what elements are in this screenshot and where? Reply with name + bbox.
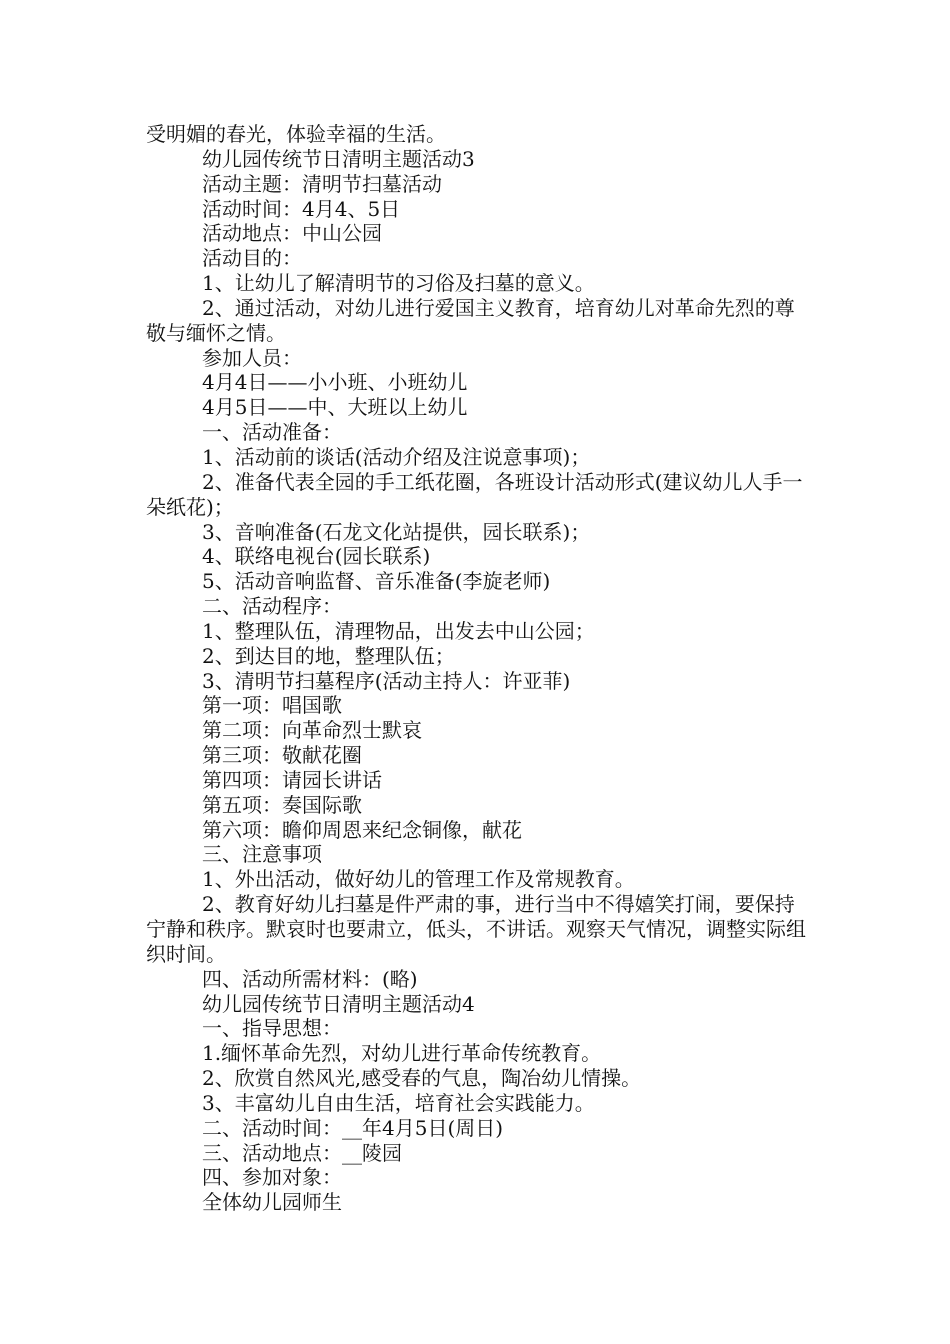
paragraph: 四、活动所需材料：(略) xyxy=(202,966,418,991)
paragraph: 第六项：瞻仰周恩来纪念铜像，献花 xyxy=(202,817,522,842)
paragraph: 第五项：奏国际歌 xyxy=(202,792,362,817)
paragraph: 1、整理队伍，清理物品，出发去中山公园； xyxy=(202,618,595,643)
paragraph: 1、活动前的谈话(活动介绍及注说意事项)； xyxy=(202,444,591,469)
paragraph: 活动时间：4月4、5日 xyxy=(202,196,401,221)
paragraph: 2、欣赏自然风光,感受春的气息，陶冶幼儿情操。 xyxy=(202,1066,642,1091)
paragraph: 一、活动准备： xyxy=(202,420,342,445)
paragraph: 二、活动时间：__年4月5日(周日) xyxy=(202,1115,504,1140)
paragraph: 1、让幼儿了解清明节的习俗及扫墓的意义。 xyxy=(202,271,595,296)
paragraph: 2、教育好幼儿扫墓是件严肃的事，进行当中不得嬉笑打闹，要保持宁静和秩序。默哀时也要肃立，低头，不讲话。观察天气情况，调整实际组织时间。 xyxy=(146,892,806,966)
paragraph: 受明媚的春光，体验幸福的生活。 xyxy=(146,122,446,146)
paragraph: 活动地点：中山公园 xyxy=(202,221,382,246)
paragraph: 三、注意事项 xyxy=(202,842,322,867)
paragraph: 第二项：向革命烈士默哀 xyxy=(202,718,422,743)
paragraph: 幼儿园传统节日清明主题活动3 xyxy=(202,146,475,171)
paragraph: 活动目的： xyxy=(202,246,302,271)
paragraph: 4月5日——中、大班以上幼儿 xyxy=(202,395,468,420)
paragraph: 5、活动音响监督、音乐准备(李旋老师) xyxy=(202,569,551,594)
paragraph: 3、丰富幼儿自由生活，培育社会实践能力。 xyxy=(202,1090,595,1115)
paragraph: 四、参加对象： xyxy=(202,1165,342,1190)
paragraph: 1、外出活动，做好幼儿的管理工作及常规教育。 xyxy=(202,867,635,892)
paragraph: 一、指导思想： xyxy=(202,1016,342,1041)
paragraph: 参加人员： xyxy=(202,345,302,370)
paragraph: 2、准备代表全园的手工纸花圈，各班设计活动形式(建议幼儿人手一朵纸花)； xyxy=(146,469,803,519)
paragraph: 4、联络电视台(园长联系) xyxy=(202,544,431,569)
paragraph: 三、活动地点：__陵园 xyxy=(202,1140,402,1165)
paragraph: 二、活动程序： xyxy=(202,594,342,619)
paragraph: 第三项：敬献花圈 xyxy=(202,743,362,768)
paragraph: 第一项：唱国歌 xyxy=(202,693,342,718)
paragraph: 2、到达目的地，整理队伍； xyxy=(202,643,455,668)
paragraph: 幼儿园传统节日清明主题活动4 xyxy=(202,991,475,1016)
paragraph: 3、音响准备(石龙文化站提供，园长联系)； xyxy=(202,519,591,544)
paragraph: 4月4日——小小班、小班幼儿 xyxy=(202,370,468,395)
paragraph: 活动主题：清明节扫墓活动 xyxy=(202,171,442,196)
paragraph: 2、通过活动，对幼儿进行爱国主义教育，培育幼儿对革命先烈的尊敬与缅怀之情。 xyxy=(146,295,795,345)
paragraph: 全体幼儿园师生 xyxy=(202,1190,342,1215)
paragraph: 第四项：请园长讲话 xyxy=(202,767,382,792)
document-body xyxy=(146,122,810,1215)
paragraph: 1.缅怀革命先烈，对幼儿进行革命传统教育。 xyxy=(202,1041,602,1066)
paragraph: 3、清明节扫墓程序(活动主持人：许亚菲) xyxy=(202,668,571,693)
